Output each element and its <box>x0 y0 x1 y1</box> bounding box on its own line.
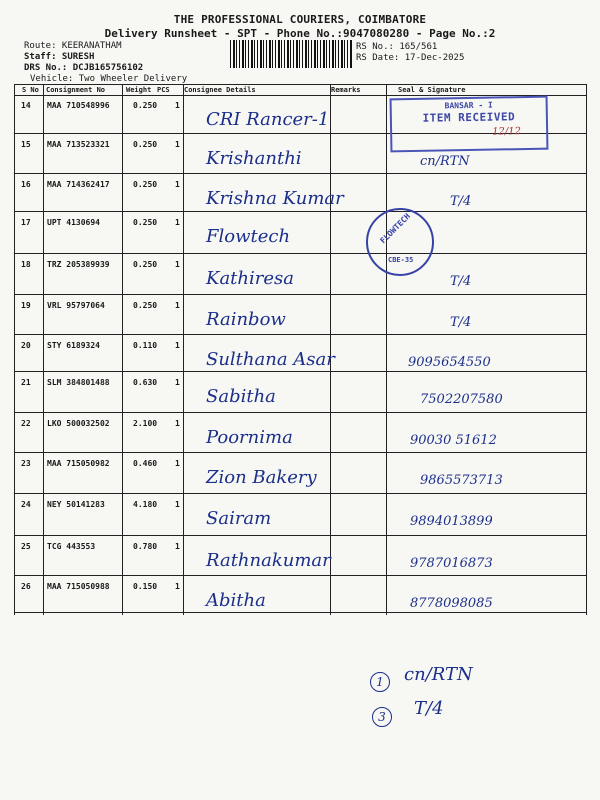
row-consignee-name: Flowtech <box>206 226 291 247</box>
row-sno: 17 <box>21 218 31 227</box>
row-sno: 22 <box>21 419 31 428</box>
row-weight: 0.460 <box>133 459 158 468</box>
row-signature: 9095654550 <box>408 355 491 370</box>
row-pcs: 1 <box>175 341 180 350</box>
row-pcs: 1 <box>175 101 180 110</box>
vehicle-label: Vehicle: Two Wheeler Delivery <box>30 74 188 84</box>
row-weight: 0.250 <box>133 301 158 310</box>
flowtech-seal <box>366 208 434 276</box>
row-consignee-name: Sairam <box>206 508 272 529</box>
row-weight: 4.180 <box>133 500 158 509</box>
note-3-text: T/4 <box>414 698 444 719</box>
col-remarks: Remarks <box>331 86 361 94</box>
row-pcs: 1 <box>175 378 180 387</box>
note-1-text: cn/RTN <box>404 664 473 685</box>
stamp-branch: BANSAR - I <box>444 100 493 111</box>
row-rule <box>14 211 586 212</box>
row-signature: 7502207580 <box>420 392 503 407</box>
row-sno: 16 <box>21 180 31 189</box>
row-consignee-name: Rainbow <box>206 309 286 330</box>
col-seal: Seal & Signature <box>398 86 466 94</box>
row-consignment: TRZ 205389939 <box>47 260 110 269</box>
drs-number: DRS No.: DCJB165756102 <box>24 63 144 73</box>
row-sno: 23 <box>21 459 31 468</box>
row-rule <box>14 253 586 254</box>
row-weight: 0.250 <box>133 260 158 269</box>
seal-name: FLOWTECH <box>378 211 413 246</box>
row-signature: 9865573713 <box>420 473 503 488</box>
row-consignee-name: Sabitha <box>206 386 276 407</box>
row-consignee-name: Poornima <box>206 427 293 448</box>
row-consignee-name: Abitha <box>206 590 266 611</box>
row-weight: 0.110 <box>133 341 158 350</box>
row-signature: T/4 <box>450 315 472 330</box>
row-sno: 26 <box>21 582 31 591</box>
row-consignment: STY 6189324 <box>47 341 100 350</box>
row-pcs: 1 <box>175 301 180 310</box>
row-weight: 0.780 <box>133 542 158 551</box>
row-weight: 0.250 <box>133 218 158 227</box>
row-consignment: NEY 50141283 <box>47 500 105 509</box>
col-sno: S No <box>22 86 39 94</box>
row-consignment: MAA 713523321 <box>47 140 110 149</box>
row-signature: T/4 <box>450 194 472 209</box>
stamp-received: ITEM RECEIVED <box>422 110 516 125</box>
rs-number: RS No.: 165/561 <box>356 42 438 52</box>
row-rule <box>14 371 586 372</box>
staff-label: Staff: SURESH <box>24 52 95 62</box>
row-consignment: VRL 95797064 <box>47 301 105 310</box>
seal-city: CBE-35 <box>388 256 414 264</box>
table-top-rule <box>14 84 586 85</box>
row-rule <box>14 452 586 453</box>
row-consignee-name: Rathnakumar <box>206 550 331 571</box>
row-consignee-name: CRI Rancer-1 <box>206 109 330 130</box>
row-rule <box>14 575 586 576</box>
row-rule <box>14 412 586 413</box>
row-rule <box>14 493 586 494</box>
runsheet-subtitle: Delivery Runsheet - SPT - Phone No.:9047080280 - Page No.:2 <box>104 27 496 40</box>
row-consignment: TCG 443553 <box>47 542 96 551</box>
row-sno: 21 <box>21 378 31 387</box>
row-pcs: 1 <box>175 218 180 227</box>
row-pcs: 1 <box>175 140 180 149</box>
row-rule <box>14 334 586 335</box>
note-3-number: 3 <box>372 707 392 727</box>
col-consignee: Consignee Details <box>184 86 256 94</box>
row-consignment: MAA 714362417 <box>47 180 110 189</box>
route-label: Route: KEERANATHAM <box>24 41 122 51</box>
item-received-stamp <box>390 96 549 153</box>
row-consignee-name: Krishanthi <box>206 148 302 169</box>
company-title: THE PROFESSIONAL COURIERS, COIMBATORE <box>173 13 427 26</box>
row-signature: cn/RTN <box>420 154 470 169</box>
row-sno: 19 <box>21 301 31 310</box>
row-signature: 9787016873 <box>410 556 493 571</box>
row-weight: 0.250 <box>133 140 158 149</box>
row-consignee-name: Kathiresa <box>206 268 294 289</box>
col-weight: Weight <box>126 86 152 94</box>
rs-date: RS Date: 17-Dec-2025 <box>356 53 465 63</box>
row-pcs: 1 <box>175 459 180 468</box>
row-pcs: 1 <box>175 582 180 591</box>
row-sno: 14 <box>21 101 31 110</box>
row-weight: 0.630 <box>133 378 158 387</box>
row-signature: 90030 51612 <box>410 433 497 448</box>
row-consignment: MAA 715050988 <box>47 582 110 591</box>
row-sno: 24 <box>21 500 31 509</box>
row-sno: 18 <box>21 260 31 269</box>
row-consignment: LKO 500032502 <box>47 419 110 428</box>
row-sno: 15 <box>21 140 31 149</box>
row-consignment: UPT 4130694 <box>47 218 100 227</box>
row-signature: 8778098085 <box>410 596 493 611</box>
row-rule <box>14 173 586 174</box>
row-weight: 2.100 <box>133 419 158 428</box>
row-weight: 0.150 <box>133 582 158 591</box>
col-consignment: Consignment No <box>46 86 106 94</box>
barcode <box>230 40 352 68</box>
row-pcs: 1 <box>175 542 180 551</box>
row-weight: 0.250 <box>133 180 158 189</box>
stamp-date: 12/12 <box>492 126 522 138</box>
column-rule <box>586 84 587 615</box>
row-signature: 9894013899 <box>410 514 493 529</box>
row-pcs: 1 <box>175 419 180 428</box>
row-consignee-name: Zion Bakery <box>206 467 317 488</box>
row-signature: T/4 <box>450 274 472 289</box>
row-consignee-name: Sulthana Asar <box>206 349 335 370</box>
row-consignment: MAA 715050982 <box>47 459 110 468</box>
row-rule <box>14 535 586 536</box>
note-1-number: 1 <box>370 672 390 692</box>
row-consignment: SLM 384801488 <box>47 378 110 387</box>
row-weight: 0.250 <box>133 101 158 110</box>
row-sno: 25 <box>21 542 31 551</box>
row-pcs: 1 <box>175 500 180 509</box>
row-rule <box>14 294 586 295</box>
row-sno: 20 <box>21 341 31 350</box>
row-pcs: 1 <box>175 260 180 269</box>
row-consignment: MAA 710548996 <box>47 101 110 110</box>
col-pcs: PCS <box>157 86 170 94</box>
row-consignee-name: Krishna Kumar <box>206 188 344 209</box>
row-rule <box>14 612 586 613</box>
row-pcs: 1 <box>175 180 180 189</box>
